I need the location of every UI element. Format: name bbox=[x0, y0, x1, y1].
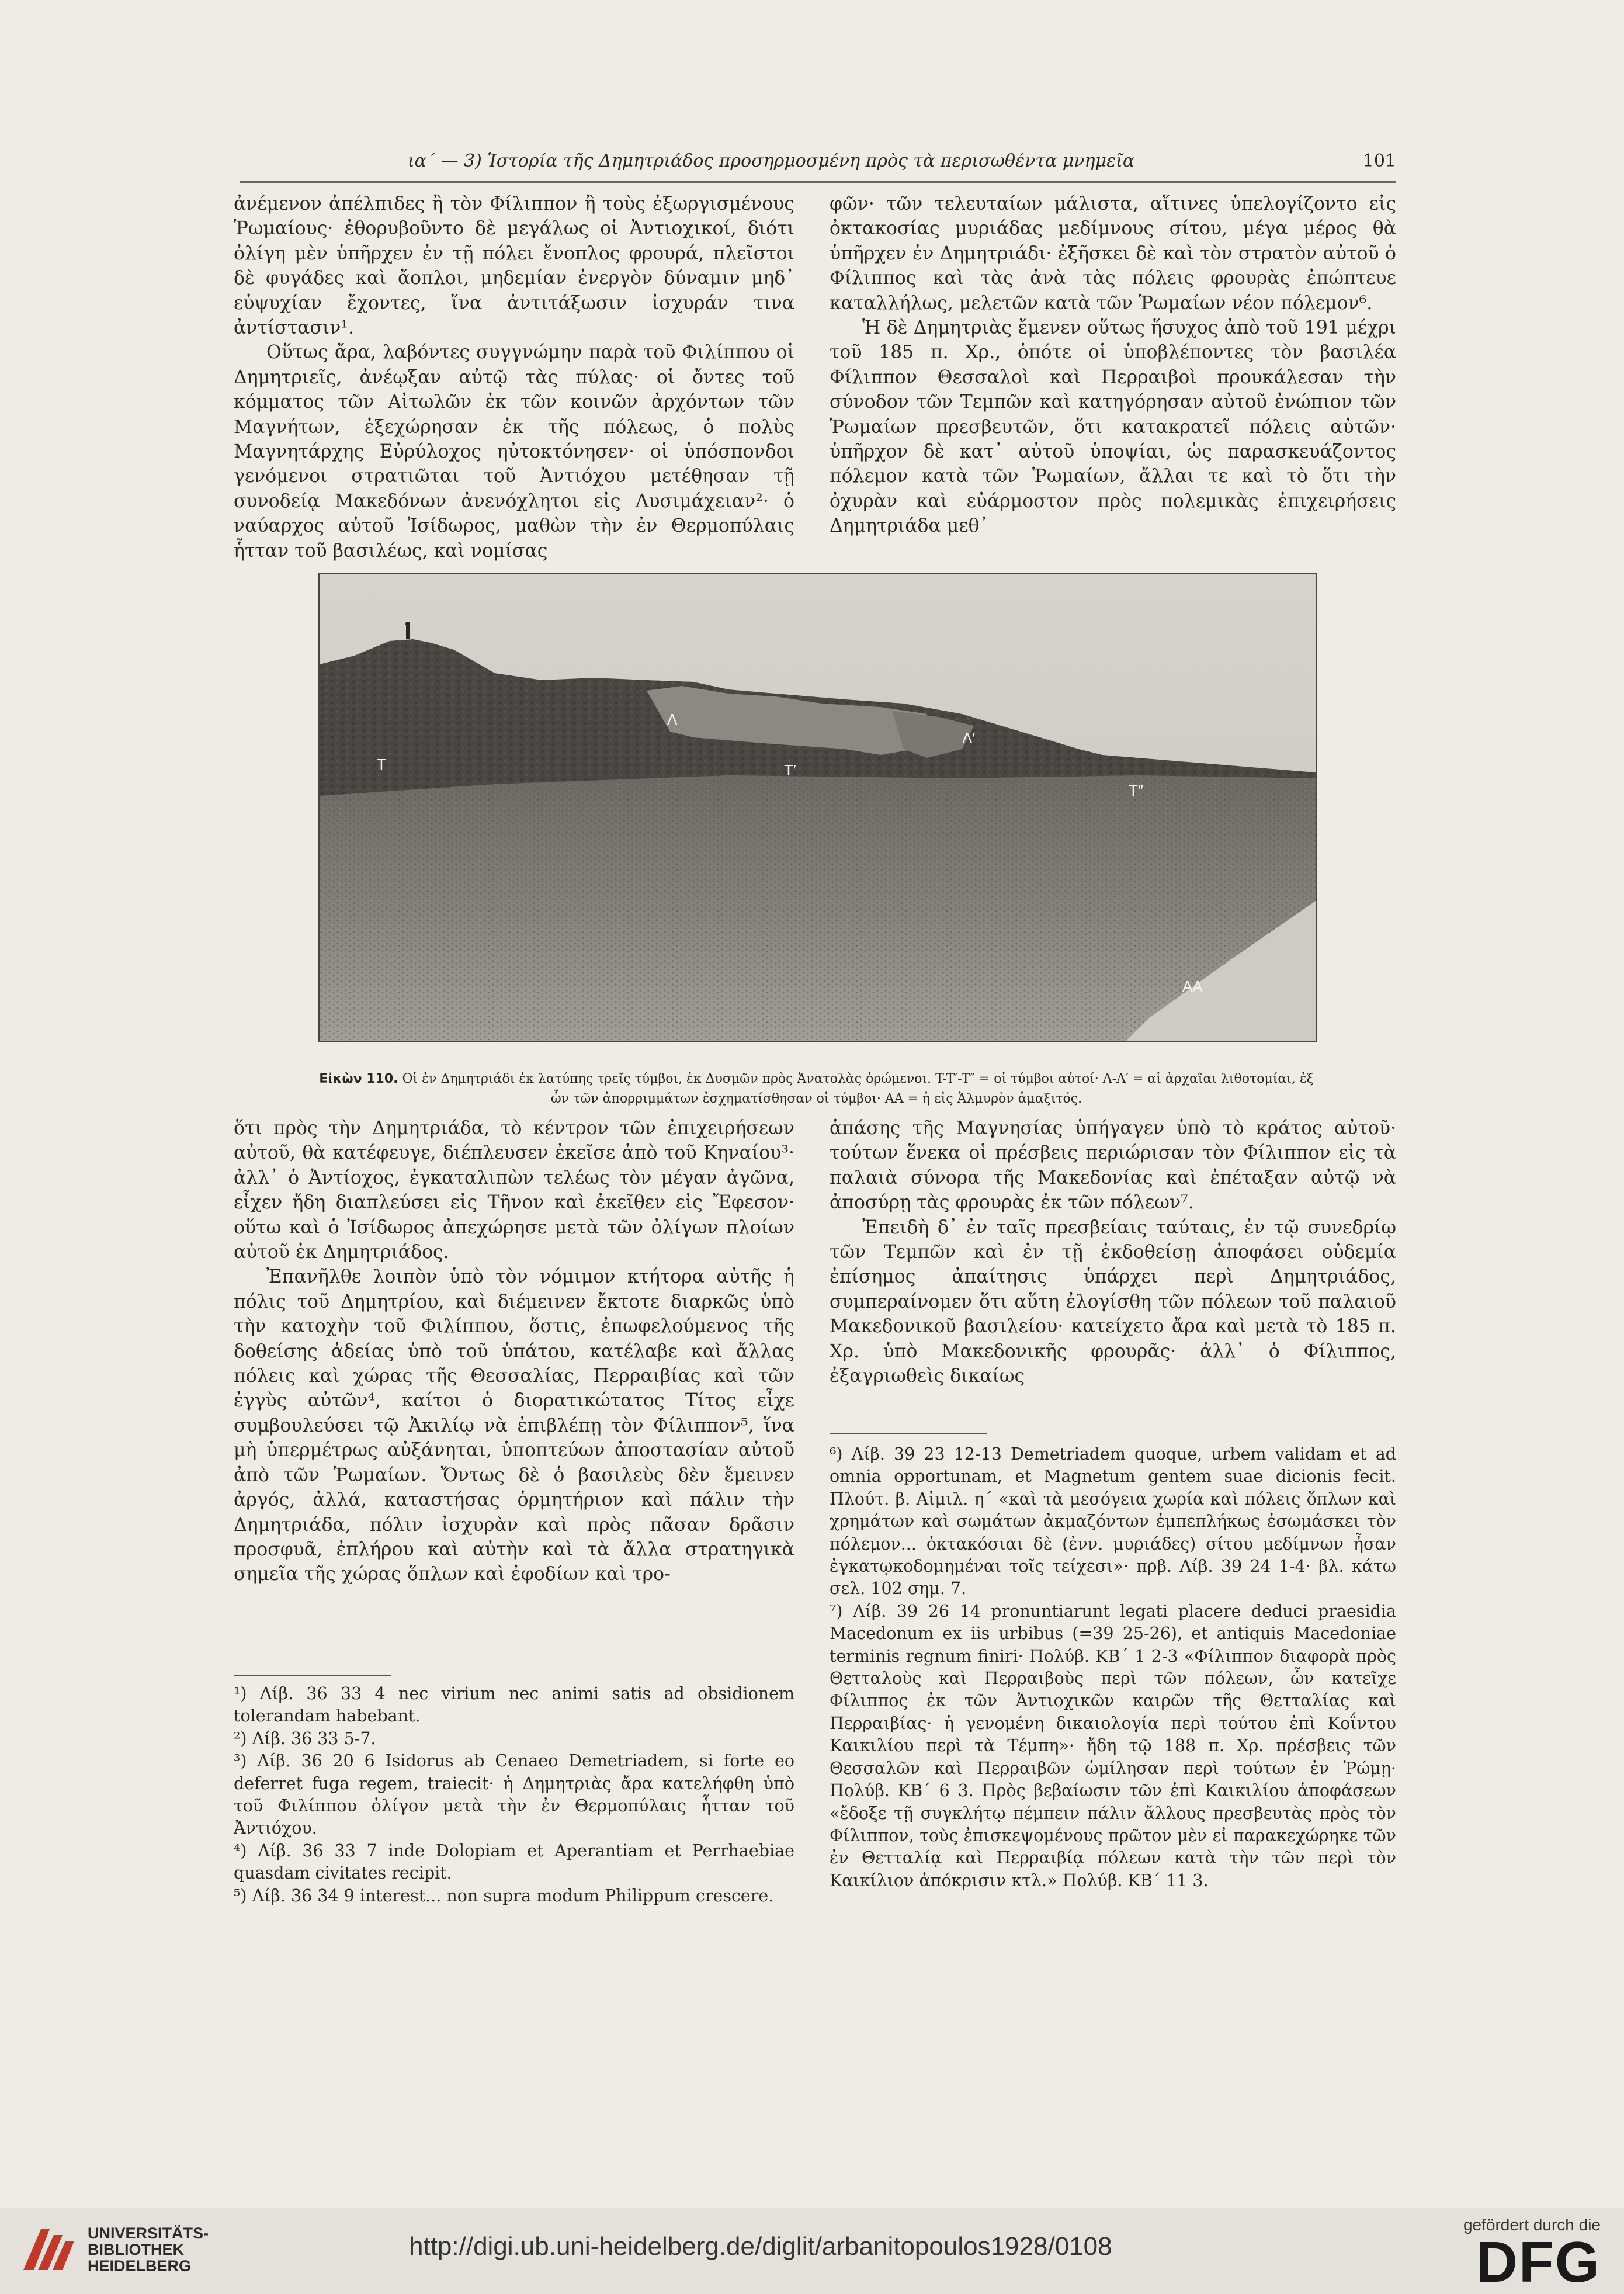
footnote: ²) Λίβ. 36 33 5-7. bbox=[234, 1728, 376, 1748]
label-l2: Λ′ bbox=[962, 729, 976, 747]
footnote: ⁴) Λίβ. 36 33 7 inde Dolopiam et Aperantiam et Perrhaebiae quasdam civitates recipit. bbox=[234, 1841, 794, 1883]
figure-caption bbox=[318, 1069, 1314, 1109]
footnote-rule bbox=[830, 1433, 987, 1434]
paragraph: Οὕτως ἄρα, λαβόντες συγγνώμην παρὰ τοῦ Φιλίππου οἱ Δημητριεῖς, ἀνέῳξαν αὐτῷ τὰς πύλας· οἱ ὄντες τοῦ κόμματος τῶν Αἰτωλῶν ἐκ τῶν κοινῶν ἀρχόντων τῶν Μαγνήτων, ἐξεχώρησαν ἐκ τῆς πόλεως, ὁ πολὺς Μαγνητάρχης Εὐρύλοχος ηὐτοκτόνησεν· οἱ ὑπόσπονδοι γενόμενοι στρατιῶται τοῦ Ἀντιόχου μετέθησαν τῇ συνοδείᾳ Μακεδόνων ἀνενόχλητοι εἰς Λυσιμάχειαν²· ὁ ναύαρχος αὐτοῦ Ἰσίδωρος, μαθὼν τὴν ἐν Θερμοπύλαις ἧτταν τοῦ βασιλέως, καὶ νομίσας bbox=[234, 342, 794, 562]
left-column-bottom bbox=[234, 1116, 794, 1587]
page-number: 101 bbox=[1362, 151, 1396, 171]
paragraph: φῶν· τῶν τελευταίων μάλιστα, αἵτινες ὑπελογίζοντο εἰς ὀκτακοσίας μυριάδας μεδίμνους σίτου, μέγα μέρος θὰ ὑπῆρχεν ἐν Δημητριάδι· ἐξῆσκει δὲ καὶ τὸν στρατὸν αὐτοῦ ὁ Φίλιππος καὶ τὰς ἀνὰ τὰς πόλεις φρουρὰς ἐπώπτευε καταλλήλως, μελετῶν κατὰ τῶν Ῥωμαίων νέον πόλεμον⁶. bbox=[830, 193, 1396, 314]
paragraph: ἁπάσης τῆς Μαγνησίας ὑπήγαγεν ὑπὸ τὸ κράτος αὐτοῦ· τούτων ἕνεκα οἱ πρέσβεις περιώρισαν τὸν Φίλιππον εἰς τὰ παλαιὰ σύνορα τῆς Μακεδονίας καὶ ἐπέταξαν αὐτῷ νὰ ἀποσύρῃ τὰς φρουρὰς ἐκ τῶν πόλεων⁷. bbox=[830, 1118, 1396, 1214]
permalink-url[interactable]: http://digi.ub.uni-heidelberg.de/diglit/arbanitopoulos1928/0108 bbox=[409, 2232, 1112, 2261]
footnote: ⁷) Λίβ. 39 26 14 pronuntiarunt legati placere deduci praesidia Macedonum ex iis urbibus (=39 25-26), et antiquis Macedoniae terminis regnum finiri· Πολύβ. ΚΒ΄ 1 2-3 «Φίλιππον διαφορὰ πρὸς Θετταλοὺς καὶ Περραιβοὺς περὶ τῶν πόλεων, ὧν κατεῖχε Φίλιππος ἐκ τῶν Ἀντιοχικῶν καιρῶν τῆς Θετταλίας καὶ Περραιβίας· ἡ γενομένη δικαιολογία περὶ τούτου ἐπὶ Κοΐντου Καικιλίου περὶ τὰ Τέμπη»· ἤδη τῷ 188 π. Χρ. πρέσβεις τῶν Θεσσαλῶν καὶ Περραιβῶν ὡμίλησαν περὶ τούτων ἐν Ῥώμῃ· Πολύβ. ΚΒ΄ 6 3. Πρὸς βεβαίωσιν τῶν ἐπὶ Καικιλίου ἀποφάσεων «ἔδοξε τῇ συγκλήτῳ πέμπειν πάλιν ἄλλους πρεσβευτὰς πρὸς τὸν Φίλιππον, τοὺς ἐπισκεψομένους πρῶτον μὲν εἰ παρακεχώρηκε τῶν ἐν Θετταλίᾳ καὶ Περραιβίᾳ πόλεων κατὰ τὴν τῶν περὶ τὸν Καικίλιον ἀπόκρισιν κτλ.» Πολύβ. ΚΒ΄ 11 3. bbox=[830, 1601, 1396, 1890]
paragraph: ἀνέμενον ἀπέλπιδες ἢ τὸν Φίλιππον ἢ τοὺς ἐξωργισμένους Ῥωμαίους· ἐθορυβοῦντο δὲ μεγάλως οἱ Ἀντιοχικοί, διότι ὀλίγη μὲν ὑπῆρχεν ἐν τῇ πόλει ἔνοπλος φρουρά, πλεῖστοι δὲ φυγάδες καὶ ἄοπλοι, μηδεμίαν ἐνεργὸν δύναμιν μηδ᾿ εὐψυχίαν ἔχοντες, ἵνα ἀντιτάξωσιν ἰσχυράν τινα ἀντίστασιν¹. bbox=[234, 193, 794, 339]
footnote: ⁵) Λίβ. 36 34 9 interest... non supra modum Philippum crescere. bbox=[234, 1886, 774, 1905]
running-header bbox=[240, 151, 1396, 181]
label-t2: T′ bbox=[784, 761, 796, 779]
running-title: ια΄ — 3) Ἱστορία τῆς Δημητριάδος προσηρμοσμένη πρὸς τὰ περισωθέντα μνημεῖα bbox=[407, 151, 1135, 171]
paragraph: Ἐπειδὴ δ᾿ ἐν ταῖς πρεσβείαις ταύταις, ἐν τῷ συνεδρίῳ τῶν Τεμπῶν καὶ ἐν τῇ ἐκδοθείσῃ ἀποφάσει οὐδεμία ἐπίσημος ἀπαίτησις ὑπάρχει περὶ Δημητριάδος, συμπεραίνομεν ὅτι αὕτη ἐλογίσθη τῶν πόλεων τοῦ παλαιοῦ Μακεδονικοῦ βασιλείου· κατείχετο ἄρα καὶ μετὰ τὸ 185 π. Χρ. ὑπὸ Μακεδονικῆς φρουρᾶς· ἀλλ᾿ ὁ Φίλιππος, ἐξαγριωθεὶς δικαίως bbox=[830, 1217, 1396, 1387]
landscape-photo bbox=[320, 574, 1316, 1041]
footnotes-left bbox=[234, 1683, 794, 1907]
caption-label: Εἰκὼν 110. bbox=[319, 1072, 398, 1086]
footnote: ⁶) Λίβ. 39 23 12-13 Demetriadem quoque, urbem validam et ad omnia opportunam, et Magnetum gentem suae dicionis fecit. Πλούτ. β. Αἰμιλ. η΄ «καὶ τὰ μεσόγεια χωρία καὶ πόλεις ὅπλων καὶ χρημάτων καὶ σωμάτων ἀκμαζόντων ἐμπεπλήκως ἐσωμάσκει τὸν πόλεμον... ὀκτακόσιαι δὲ (ἐνν. μυριάδες) σίτου μεδίμνων ἦσαν ἐγκατῳκοδομημέναι τοῖς τείχεσι»· πρβ. Λίβ. 39 24 1-4· βλ. κάτω σελ. 102 σημ. 7. bbox=[830, 1444, 1396, 1599]
dfg-logo: DFG bbox=[1476, 2230, 1601, 2294]
viewer-footer bbox=[0, 2208, 1624, 2294]
caption-text: Οἱ ἐν Δημητριάδι ἐκ λατύπης τρεῖς τύμβοι, ἐκ Δυσμῶν πρὸς Ἀνατολὰς ὁρώμενοι. T-T′-T″ = οἱ τύμβοι αὐτοί· Λ-Λ′ = αἱ ἀρχαῖαι λιθοτομίαι, ἐξ ὧν τῶν ἀπορριμμάτων ἐσχηματίσθησαν οἱ τύμβοι· AA = ἡ εἰς Ἀλμυρὸν ἁμαξιτός. bbox=[402, 1072, 1314, 1106]
right-column-bottom bbox=[830, 1116, 1396, 1388]
footnotes-right bbox=[830, 1443, 1396, 1892]
library-name: UNIVERSITÄTS- BIBLIOTHEK HEIDELBERG bbox=[88, 2224, 209, 2275]
figure-photo bbox=[318, 573, 1317, 1042]
paragraph: Ἐπανῆλθε λοιπὸν ὑπὸ τὸν νόμιμον κτήτορα αὐτῆς ἡ πόλις τοῦ Δημητρίου, καὶ διέμεινεν ἔκτοτε διαρκῶς ὑπὸ τὴν κατοχὴν τοῦ Φιλίππου, ὅστις, ἐπωφελούμενος τῆς δοθείσης ἀδείας ὑπὸ τοῦ ὑπάτου, κατέλαβε καὶ ἄλλας πόλεις καὶ χώρας τῆς Θεσσαλίας, Περραιβίας καὶ τῶν ἐγγὺς αὐτῶν⁴, καίτοι ὁ διορατικώτατος Τίτος εἶχε συμβουλεύσει τῷ Ἀκιλίῳ νὰ ἐπιβλέπῃ τὸν Φίλιππον⁵, ἵνα μὴ ὑπερμέτρως αὐξάνηται, ὑποπτεύων ἀποστασίαν αὐτοῦ ἀπὸ τῶν Ῥωμαίων. Ὄντως δὲ ὁ βασιλεὺς δὲν ἔμεινεν ἀργός, ἀλλά, καταστήσας ὁρμητήριον καὶ πάλιν τὴν Δημητριάδα, πόλιν ἰσχυρὰν καὶ πρὸς πᾶσαν δρᾶσιν προσφυᾶ, ἐπλήρου καὶ αὐτὴν καὶ τὰ ἄλλα στρατηγικὰ σημεῖα τῆς χώρας ὅπλων καὶ ἐφοδίων καὶ τρο- bbox=[234, 1266, 794, 1585]
footnote-rule bbox=[234, 1675, 391, 1676]
university-library-logo-icon bbox=[18, 2220, 82, 2279]
footnote: ¹) Λίβ. 36 33 4 nec virium nec animi satis ad obsidionem tolerandam habebant. bbox=[234, 1684, 794, 1726]
label-t1: T bbox=[377, 756, 386, 773]
paragraph: Ἡ δὲ Δημητριὰς ἔμενεν οὕτως ἥσυχος ἀπὸ τοῦ 191 μέχρι τοῦ 185 π. Χρ., ὁπότε οἱ ὑποβλέποντες τὸν βασιλέα Φίλιππον Θεσσαλοὶ καὶ Περραιβοὶ προυκάλεσαν τὴν σύνοδον τῶν Τεμπῶν καὶ κατηγόρησαν αὐτοῦ ἐνώπιον τῶν Ῥωμαίων πρεσβευτῶν, ὅτι κατακρατεῖ πόλεις αὐτῶν· ὑπῆρχον δὲ κατ᾿ αὐτοῦ ὑποψίαι, ὡς παρασκευάζοντος πόλεμον κατὰ τῶν Ῥωμαίων, ἄλλαι τε καὶ τὸ ὅτι τὴν ὀχυρὰν καὶ εὐάρμοστον πρὸς πολεμικὰς ἐπιχειρήσεις Δημητριάδα μεθ᾿ bbox=[830, 317, 1396, 537]
left-column-top bbox=[234, 192, 794, 563]
funded-by-label: gefördert durch die bbox=[1463, 2216, 1601, 2234]
header-rule bbox=[240, 181, 1396, 183]
right-column-top bbox=[830, 192, 1396, 539]
paragraph: ὅτι πρὸς τὴν Δημητριάδα, τὸ κέντρον τῶν ἐπιχειρήσεων αὐτοῦ, θὰ κατέφευγε, διέπλευσεν ἐκεῖσε ἀπὸ τοῦ Κηναίου³· ἀλλ᾿ ὁ Ἀντίοχος, ἐγκαταλιπὼν τελέως τὸν μέγαν ἀγῶνα, εἶχεν ἤδη διαπλεύσει εἰς Τῆνον καὶ ἐκεῖθεν εἰς Ἔφεσον· οὕτω καὶ ὁ Ἰσίδωρος ἀπεχώρησε μετὰ τῶν ὀλίγων πλοίων αὐτοῦ ἐκ Δημητριάδος. bbox=[234, 1118, 794, 1263]
label-aa: AA bbox=[1182, 978, 1203, 995]
label-t3: T″ bbox=[1129, 782, 1144, 799]
label-l1: Λ bbox=[667, 711, 678, 728]
footnote: ³) Λίβ. 36 20 6 Isidorus ab Cenaeo Demetriadem, si forte eo deferret fuga regem, traiecit· ἡ Δημητριὰς ἄρα κατελήφθη ὑπὸ τοῦ Φιλίππου ὀλίγον μετὰ τὴν ἐν Θερμοπύλαις ἧτταν τοῦ Ἀντιόχου. bbox=[234, 1751, 794, 1838]
